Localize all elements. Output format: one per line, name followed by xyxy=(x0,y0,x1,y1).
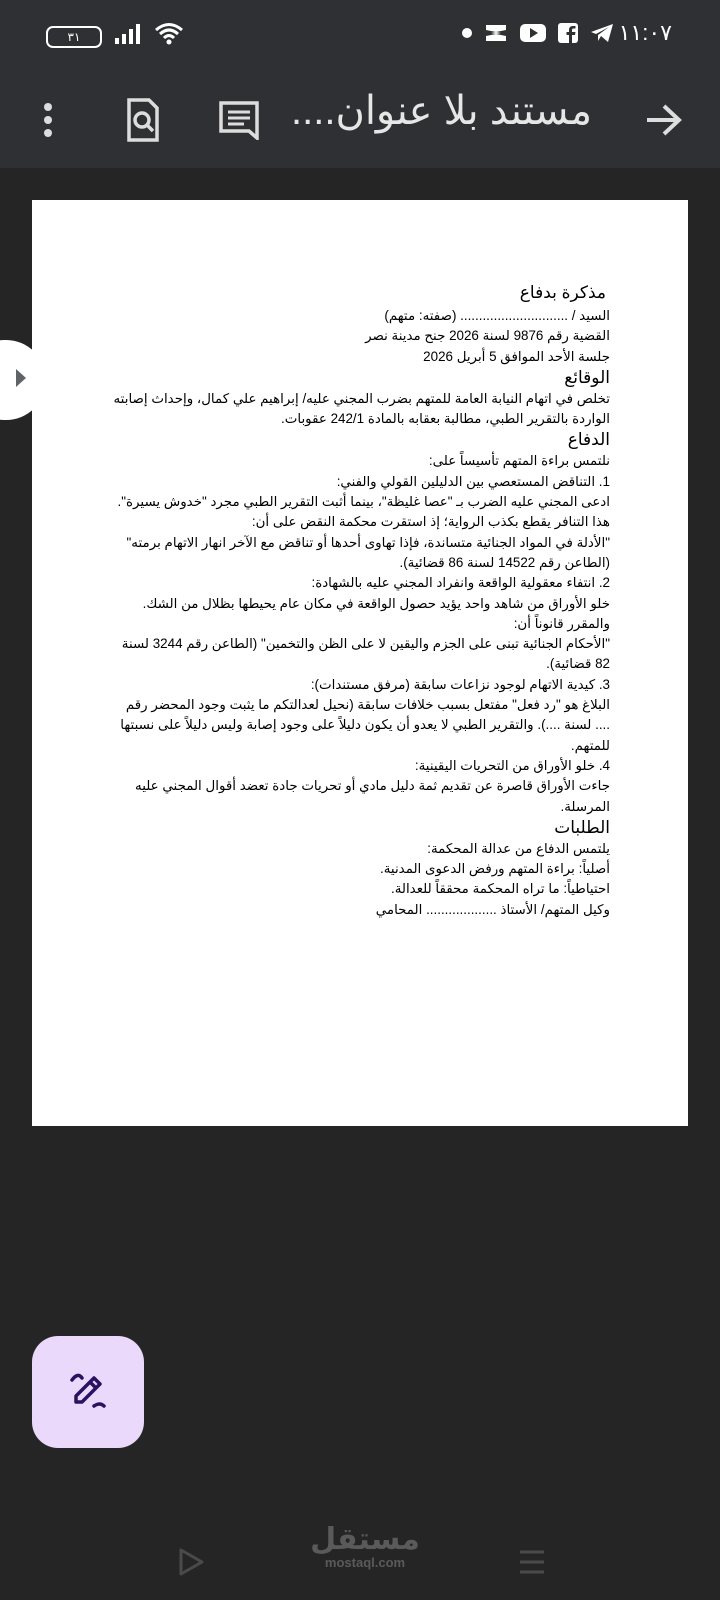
dot-icon xyxy=(461,27,473,39)
point-2-body: خلو الأوراق من شاهد واحد يؤيد حصول الواقعة في مكان عام يحيطها بظلال من الشك. والمقرر قانوناً أن: xyxy=(142,595,610,631)
defense-heading: الدفاع xyxy=(567,430,610,450)
back-icon[interactable] xyxy=(168,1540,212,1584)
document-page[interactable] xyxy=(32,200,688,1126)
top-toolbar xyxy=(0,72,720,168)
point-4-heading: 4. خلو الأوراق من التحريات اليقينية: xyxy=(414,757,610,773)
point-1-quote: "الأدلة في المواد الجنائية متساندة، فإذا تهاوى أحدها أو تناقض مع الآخر انهار الاتهام برمته" (الطاعن رقم 14522 لسنة 86 قضائية). xyxy=(126,534,610,570)
edit-fab-button[interactable] xyxy=(32,1336,144,1448)
capcut-icon xyxy=(483,22,509,44)
point-1-body: ادعى المجني عليه الضرب بـ "عصا غليظة"، بينما أثبت التقرير الطبي مجرد "خدوش يسيرة". هذا التنافر يقطع بكذب الرواية؛ إذ استقرت محكمة النقض على أن: xyxy=(117,494,610,530)
alternative-request: احتياطياً: ما تراه المحكمة محققاً للعدالة. xyxy=(390,881,610,897)
point-2-quote: "الأحكام الجنائية تبنى على الجزم واليقين لا على الظن والتخمين" (الطاعن رقم 3244 لسنة 82 قضائية). xyxy=(121,636,610,672)
document-body xyxy=(110,280,610,920)
recents-icon[interactable] xyxy=(510,1540,554,1584)
notification-icons xyxy=(461,22,615,44)
point-1-heading: 1. التناقض المستعصي بين الدليلين القولي والفني: xyxy=(336,473,610,489)
telegram-icon xyxy=(589,22,615,44)
defense-intro: نلتمس براءة المتهم تأسيساً على: xyxy=(428,453,610,469)
battery-icon xyxy=(46,26,102,48)
more-options-icon[interactable] xyxy=(18,90,78,150)
requests-heading: الطلبات xyxy=(554,817,610,837)
point-3-heading: 3. كيدية الاتهام لوجود نزاعات سابقة (مرفق مستندات): xyxy=(310,676,610,692)
point-2-heading: 2. انتفاء معقولية الواقعة وانفراد المجني عليه بالشهادة: xyxy=(311,575,610,591)
defendant-line: السيد / ............................. (صفته: متهم) xyxy=(384,308,610,323)
edit-pen-icon xyxy=(66,1368,110,1417)
find-in-doc-icon[interactable] xyxy=(113,90,173,150)
wifi-icon xyxy=(154,22,184,51)
forward-arrow-icon[interactable] xyxy=(634,90,694,150)
watermark-latin: mostaql.com xyxy=(324,1555,406,1570)
status-time: ١١:٠٧ xyxy=(618,20,672,45)
chevron-right-icon xyxy=(14,367,28,394)
document-title[interactable]: مستند بلا عنوان.... xyxy=(290,89,592,133)
status-bar xyxy=(0,0,720,72)
youtube-icon xyxy=(519,22,547,44)
lawyer-signature-line: وكيل المتهم/ الأستاذ ................... المحامي xyxy=(375,901,610,917)
requests-intro: يلتمس الدفاع من عدالة المحكمة: xyxy=(427,840,610,856)
battery-level: ٣١ xyxy=(67,29,81,44)
case-number-line: القضية رقم 9876 لسنة 2026 جنح مدينة نصر xyxy=(365,328,610,344)
comment-icon[interactable] xyxy=(209,90,269,150)
primary-request: أصلياً: براءة المتهم ورفض الدعوى المدنية. xyxy=(380,861,610,877)
watermark-logo xyxy=(300,1524,430,1570)
system-icons xyxy=(46,22,184,51)
point-4-body: جاءت الأوراق قاصرة عن تقديم ثمة دليل مادي أو تحريات جادة تعضد أقوال المجني عليه المرسلة. xyxy=(135,778,610,814)
signal-icon xyxy=(114,23,142,50)
facebook-icon xyxy=(557,22,579,44)
watermark-arabic: مستقل xyxy=(310,1523,420,1556)
facts-paragraph: تخلص في اتهام النيابة العامة للمتهم بضرب المجني عليه/ إبراهيم علي كمال، وإحداث إصابته الواردة بالتقرير الطبي، مطالبة بعقابه بالمادة 242/1 عقوبات. xyxy=(113,390,610,427)
facts-heading: الوقائع xyxy=(564,367,610,387)
session-date-line: جلسة الأحد الموافق 5 أبريل 2026 xyxy=(423,348,610,364)
memo-title: مذكرة بدفاع xyxy=(519,283,606,302)
point-3-body: البلاغ هو "رد فعل" مفتعل بسبب خلافات سابقة (نحيل لعدالتكم ما يثبت وجود المحضر رقم .... لسنة ....). والتقرير الطبي لا يعدو أن يكون دليلاً على وجود إصابة وليس دليلاً على نسبتها للمتهم. xyxy=(120,697,610,753)
